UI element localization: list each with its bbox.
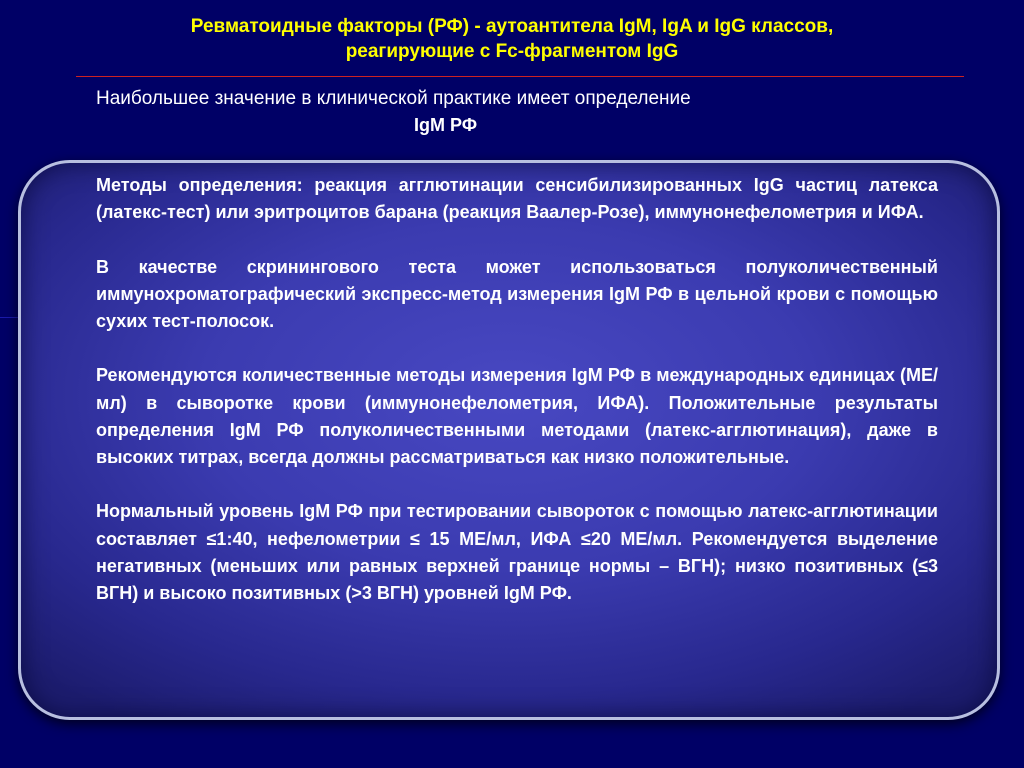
intro-text <box>96 86 856 138</box>
title-divider <box>76 76 964 77</box>
intro-line: Наибольшее значение в клинической практике имеет определение <box>96 88 691 109</box>
title-line-2: реагирующие с Fc-фрагментом IgG <box>345 41 679 62</box>
title-line-1: Ревматоидные факторы (РФ) - аутоантитела IgM, IgA и IgG классов, <box>190 16 834 37</box>
slide-title <box>0 14 1024 64</box>
intro-emphasis: IgM РФ <box>414 115 478 135</box>
paragraph-methods: Методы определения: реакция агглютинации сенсибилизированных IgG частиц латекса (латекс-тест) или эритроцитов барана (реакция Ваалер-Розе), иммунонефелометрия и ИФА. <box>96 175 938 223</box>
paragraph-recommended: Рекомендуются количественные методы измерения IgM РФ в международных единицах (МЕ/мл) в сыворотке крови (иммунонефелометрия, ИФА). Положительные результаты определения IgM РФ полуколичественными методами (латекс-агглютинация), даже в высоких титрах, всегда должны рассматриваться как низко положительные. <box>96 365 938 467</box>
paragraph-normal-level: Нормальный уровень IgM РФ при тестировании сывороток с помощью латекс-агглютинации составляет ≤1:40, нефелометрии ≤ 15 МЕ/мл, ИФА ≤20 МЕ/мл. Рекомендуется выделение негативных (меньших или равных верхней границе нормы – ВГН); низко позитивных (≤3 ВГН) и высоко позитивных (>3 ВГН) уровней IgM РФ. <box>96 501 938 603</box>
content-panel-text <box>96 172 938 607</box>
paragraph-screening: В качестве скринингового теста может использоваться полуколичественный иммунохроматографический экспресс-метод измерения IgM РФ в цельной крови с помощью сухих тест-полосок. <box>96 256 938 331</box>
